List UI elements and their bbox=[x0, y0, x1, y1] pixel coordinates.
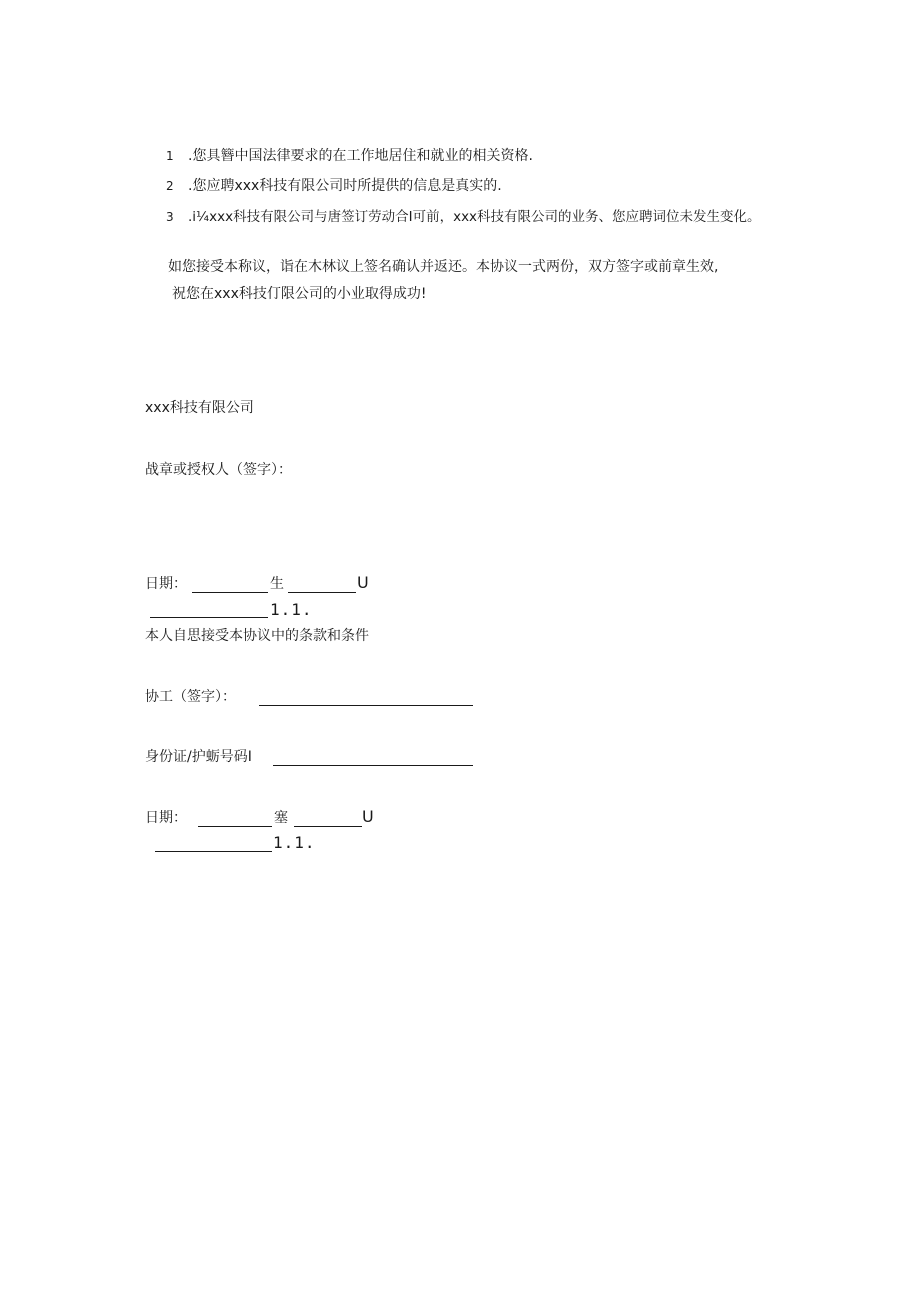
company-name: xxx科技有限公司 bbox=[145, 400, 254, 416]
employee-id-blank[interactable] bbox=[273, 765, 473, 766]
condition-number-2: 2 bbox=[166, 179, 174, 193]
employee-date-month-blank[interactable] bbox=[294, 826, 362, 827]
employee-accept-statement: 本人自思接受本协议中的条款和条件 bbox=[145, 628, 369, 644]
condition-text-1: .您具簪中国法律要求的在工作地居住和就业的相关资格. bbox=[188, 148, 533, 164]
employee-date-year-blank[interactable] bbox=[198, 826, 272, 827]
condition-text-3: .i¼xxx科技有限公司与唐签订劳动合I可前，xxx科技有限公司的业务、您应聘词位未发生变化。 bbox=[188, 209, 761, 225]
condition-text-2: .您应聘xxx科技有限公司时所提供的信息是真实的. bbox=[188, 178, 502, 194]
employee-date-end-char: U bbox=[362, 807, 374, 826]
company-signature-label: 战章或授权人（签字）： bbox=[145, 462, 292, 478]
condition-number-3: 3 bbox=[166, 210, 174, 224]
employee-signature-label: 协工（签字）： bbox=[145, 689, 236, 705]
employee-date-day-blank[interactable] bbox=[155, 851, 272, 852]
employee-signature-blank[interactable] bbox=[259, 705, 473, 706]
company-date-mid-char: 生 bbox=[270, 576, 284, 592]
employee-id-label: 身份证/护蛎号码I bbox=[145, 749, 252, 765]
closing-line-1: 如您接受本称议，诣在木林议上签名确认并返还。本协议一式两份，双方签字或前章生效, bbox=[168, 259, 719, 275]
company-date-month-blank[interactable] bbox=[288, 592, 356, 593]
employee-date-label: 日期： bbox=[145, 810, 187, 826]
company-date-label: 日期： bbox=[145, 576, 187, 592]
company-date-year-blank[interactable] bbox=[192, 592, 268, 593]
company-date-end-char: U bbox=[357, 573, 369, 592]
employee-date-mid-char: 塞 bbox=[274, 810, 288, 826]
closing-line-2: 祝您在xxx科技仃限公司的小业取得成功! bbox=[172, 286, 427, 302]
company-date-second-line: 1.1. bbox=[270, 600, 313, 619]
condition-number-1: 1 bbox=[166, 149, 174, 163]
company-date-day-blank[interactable] bbox=[150, 617, 268, 618]
employee-date-second-line: 1.1. bbox=[273, 833, 316, 852]
